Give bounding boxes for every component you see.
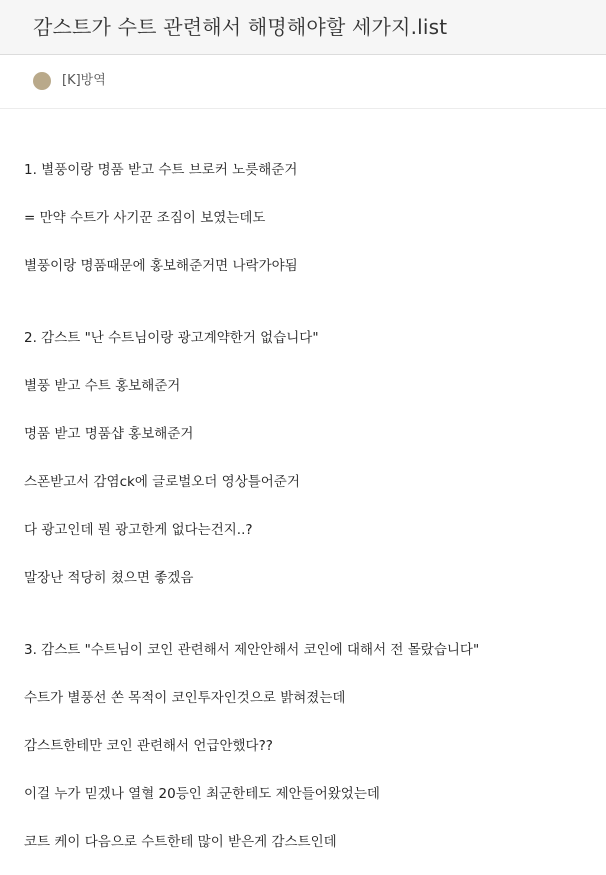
body-line: = 만약 수트가 사기꾼 조짐이 보였는데도 xyxy=(24,210,266,226)
body-line: 수트가 별풍선 쏜 목적이 코인투자인것으로 밝혀졌는데 xyxy=(24,690,346,706)
body-line: 별풍 받고 수트 홍보해준거 xyxy=(24,378,181,394)
avatar[interactable] xyxy=(33,72,51,90)
body-line: 1. 별풍이랑 명품 받고 수트 브로커 노릇해준거 xyxy=(24,162,298,178)
title-bar xyxy=(0,0,606,55)
post-meta xyxy=(0,55,606,109)
body-line: 코트 케이 다음으로 수트한테 많이 받은게 감스트인데 xyxy=(24,834,337,850)
body-line: 말장난 적당히 쳤으면 좋겠음 xyxy=(24,570,194,586)
category-label[interactable]: [K]방역 xyxy=(62,73,106,88)
body-line: 명품 받고 명품샵 홍보해준거 xyxy=(24,426,194,442)
body-line: 별풍이랑 명품때문에 홍보해준거면 나락가야됨 xyxy=(24,258,298,274)
body-line: 이걸 누가 믿겠나 열혈 20등인 최군한테도 제안들어왔었는데 xyxy=(24,786,380,802)
body-line: 3. 감스트 "수트님이 코인 관련해서 제안안해서 코인에 대해서 전 몰랐습니다" xyxy=(24,642,480,658)
page-title: 감스트가 수트 관련해서 해명해야할 세가지.list xyxy=(33,15,448,39)
body-line: 다 광고인데 뭔 광고한게 없다는건지..? xyxy=(24,522,253,538)
body-line: 2. 감스트 "난 수트님이랑 광고계약한거 없습니다" xyxy=(24,330,319,346)
body-line: 감스트한테만 코인 관련해서 언급안했다?? xyxy=(24,738,273,754)
body-line: 스폰받고서 감염ck에 글로벌오더 영상틀어준거 xyxy=(24,474,300,490)
post-body xyxy=(24,158,594,854)
